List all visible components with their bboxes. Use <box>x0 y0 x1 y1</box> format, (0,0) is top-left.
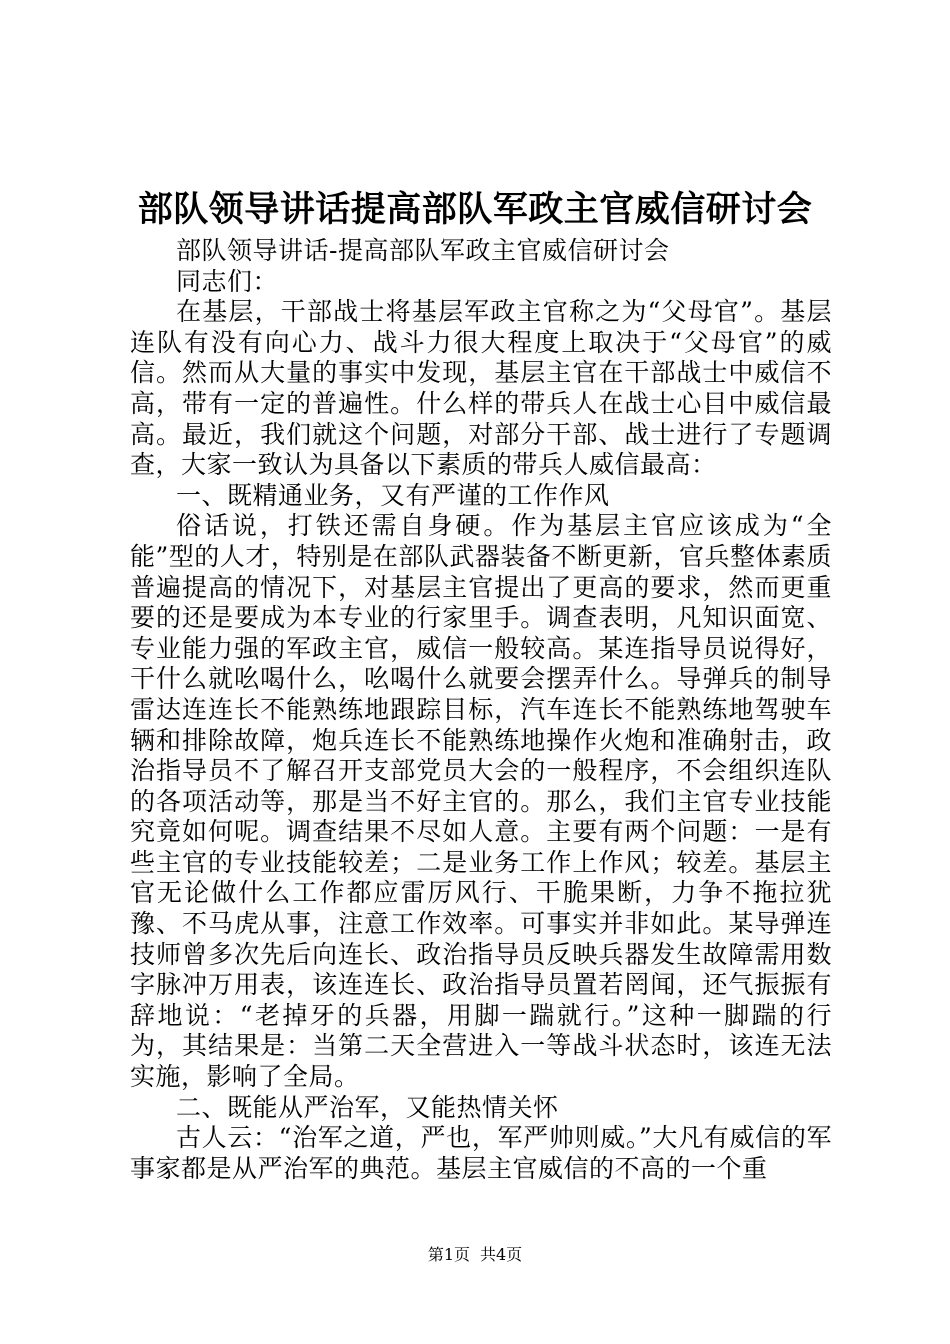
body-paragraph: 古人云：“治军之道，严也，军严帅则威。”大凡有威信的军事家都是从严治军的典范。基层主官威信的不高的一个重 <box>130 1123 832 1183</box>
page-footer <box>0 1244 950 1266</box>
body-paragraph-salutation: 同志们： <box>176 266 279 296</box>
section-heading-1: 一、既精通业务，又有严谨的工作作风 <box>176 480 610 510</box>
page-number: 第1页 <box>427 1245 470 1264</box>
document-body <box>130 236 832 1184</box>
body-paragraph-subtitle: 部队领导讲话-提高部队军政主官威信研讨会 <box>176 236 670 265</box>
page-total: 共4页 <box>480 1245 523 1264</box>
body-paragraph: 俗话说，打铁还需自身硬。作为基层主官应该成为“全能”型的人才，特别是在部队武器装备不断更新，官兵整体素质普遍提高的情况下，对基层主官提出了更高的要求，然而更重要的还是要成为本专业的行家里手。调查表明，凡知识面宽、专业能力强的军政主官，威信一般较高。某连指导员说得好，干什么就吆喝什么，吆喝什么就要会摆弄什么。导弹兵的制导雷达连连长不能熟练地跟踪目标，汽车连长不能熟练地驾驶车辆和排除故障，炮兵连长不能熟练地操作火炮和准确射击，政治指导员不了解召开支部党员大会的一般程序，不会组织连队的各项活动等，那是当不好主官的。那么，我们主官专业技能究竟如何呢。调查结果不尽如人意。主要有两个问题：一是有些主官的专业技能较差；二是业务工作上作风；较差。基层主官无论做什么工作都应雷厉风行、干脆果断，力争不拖拉犹豫、不马虎从事，注意工作效率。可事实并非如此。某导弹连技师曾多次先后向连长、政治指导员反映兵器发生故障需用数字脉冲万用表，该连连长、政治指导员置若罔闻，还气振振有辞地说：“老掉牙的兵器，用脚一踹就行。”这种一脚踹的行为，其结果是：当第二天全营进入一等战斗状态时，该连无法实施，影响了全局。 <box>130 511 832 1092</box>
document-title: 部队领导讲话提高部队军政主官威信研讨会 <box>137 189 813 230</box>
body-paragraph: 在基层，干部战士将基层军政主官称之为“父母官”。基层连队有没有向心力、战斗力很大程度上取决于“父母官”的威信。然而从大量的事实中发现，基层主官在干部战士中威信不高，带有一定的普遍性。什么样的带兵人在战士心目中威信最高。最近，我们就这个问题，对部分干部、战士进行了专题调查，大家一致认为具备以下素质的带兵人威信最高： <box>130 297 832 480</box>
section-heading-2: 二、既能从严治军，又能热情关怀 <box>176 1092 559 1122</box>
